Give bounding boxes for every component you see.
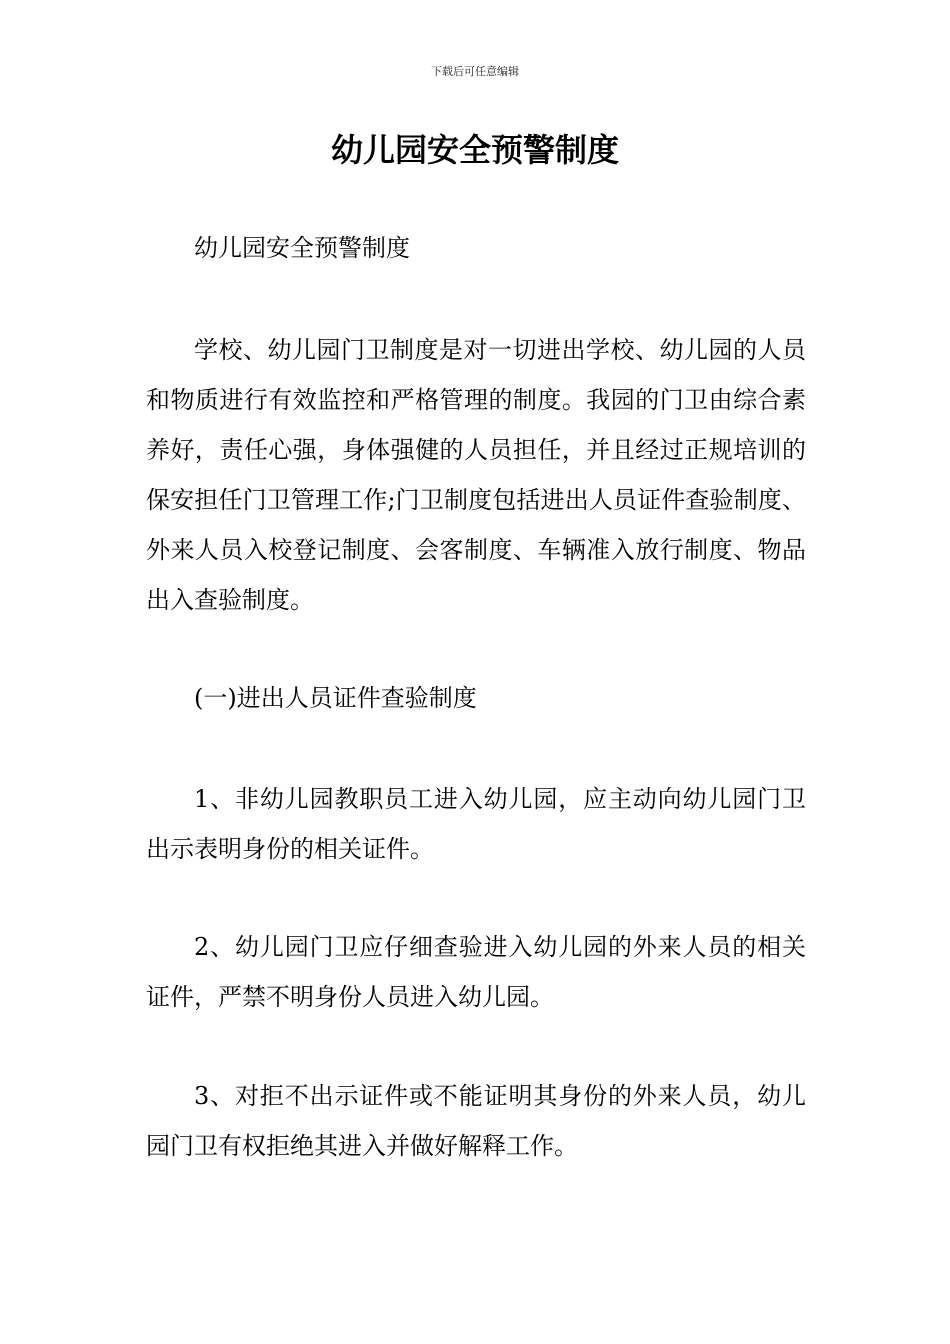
rule-item-1: 1、非幼儿园教职员工进入幼儿园，应主动向幼儿园门卫出示表明身份的相关证件。 [146,785,806,863]
intro-paragraph: 学校、幼儿园门卫制度是对一切进出学校、幼儿园的人员和物质进行有效监控和严格管理的制度。我园的门卫由综合素养好，责任心强，身体强健的人员担任，并且经过正规培训的保安担任门卫管理工作;门卫制度包括进出人员证件查验制度、外来人员入校登记制度、会客制度、车辆准入放行制度、物品出入查验制度。 [146,336,806,614]
rule-item-2: 2、幼儿园门卫应仔细查验进入幼儿园的外来人员的相关证件，严禁不明身份人员进入幼儿园。 [146,933,806,1011]
rule-item-3: 3、对拒不出示证件或不能证明其身份的外来人员，幼儿园门卫有权拒绝其进入并做好解释工作。 [146,1082,806,1160]
document-title: 幼儿园安全预警制度 [330,131,619,169]
subtitle-paragraph: 幼儿园安全预警制度 [194,234,410,262]
section-heading: (一)进出人员证件查验制度 [194,684,477,712]
header-note: 下载后可任意编辑 [431,65,519,78]
